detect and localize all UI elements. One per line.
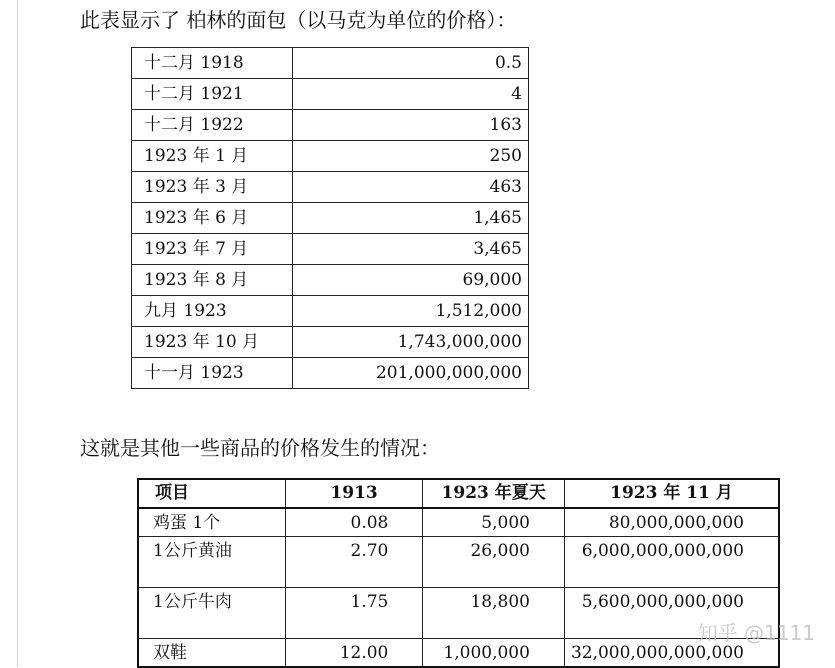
value-nov-1923-cell: 80,000,000,000: [564, 508, 779, 537]
column-header-item: 项目: [138, 479, 285, 508]
zhihu-watermark: 知乎 @1111: [697, 621, 815, 645]
table-row: [132, 296, 529, 327]
price-cell: 250: [293, 141, 529, 172]
price-cell: 4: [293, 79, 529, 110]
value-nov-1923-cell: 32,000,000,000,000: [564, 639, 779, 668]
bread-table-heading: 此表显示了 柏林的面包（以马克为单位的价格）：: [80, 8, 517, 32]
value-summer-1923-cell: 18,800: [423, 588, 565, 639]
date-cell: 十二月 1918: [132, 48, 293, 79]
price-cell: 463: [293, 172, 529, 203]
price-cell: 1,465: [293, 203, 529, 234]
table-row: [138, 508, 779, 537]
table-row: [132, 203, 529, 234]
table-row: [132, 327, 529, 358]
table-row: [132, 48, 529, 79]
price-cell: 3,465: [293, 234, 529, 265]
item-cell: 鸡蛋 1个: [138, 508, 285, 537]
goods-table-heading: 这就是其他一些商品的价格发生的情况：: [80, 436, 440, 460]
table-row: [138, 537, 779, 588]
date-cell: 九月 1923: [132, 296, 293, 327]
value-nov-1923-cell: 5,600,000,000,000: [564, 588, 779, 639]
table-row: [132, 265, 529, 296]
column-header-summer-1923: 1923 年夏天: [423, 479, 565, 508]
column-header-nov-1923: 1923 年 11 月: [564, 479, 779, 508]
table-header-row: [138, 479, 779, 508]
table-row: [132, 141, 529, 172]
value-summer-1923-cell: 26,000: [423, 537, 565, 588]
item-cell: 双鞋: [138, 639, 285, 668]
bread-price-table: [131, 47, 529, 389]
price-cell: 1,743,000,000: [293, 327, 529, 358]
date-cell: 1923 年 6 月: [132, 203, 293, 234]
date-cell: 1923 年 1 月: [132, 141, 293, 172]
date-cell: 1923 年 8 月: [132, 265, 293, 296]
table-row: [132, 79, 529, 110]
value-1913-cell: 0.08: [285, 508, 423, 537]
value-summer-1923-cell: 5,000: [423, 508, 565, 537]
value-summer-1923-cell: 1,000,000: [423, 639, 565, 668]
date-cell: 十一月 1923: [132, 358, 293, 389]
value-1913-cell: 1.75: [285, 588, 423, 639]
table-row: [132, 110, 529, 141]
table-row: [132, 234, 529, 265]
price-cell: 163: [293, 110, 529, 141]
table-row: [132, 358, 529, 389]
goods-price-table: [137, 478, 780, 668]
item-cell: 1公斤黄油: [138, 537, 285, 588]
date-cell: 十二月 1921: [132, 79, 293, 110]
table-row: [138, 588, 779, 639]
price-cell: 69,000: [293, 265, 529, 296]
table-row: [138, 639, 779, 668]
price-cell: 1,512,000: [293, 296, 529, 327]
date-cell: 1923 年 7 月: [132, 234, 293, 265]
table-row: [132, 172, 529, 203]
page-left-border: [17, 0, 18, 667]
date-cell: 十二月 1922: [132, 110, 293, 141]
price-cell: 201,000,000,000: [293, 358, 529, 389]
item-cell: 1公斤牛肉: [138, 588, 285, 639]
column-header-1913: 1913: [285, 479, 423, 508]
value-nov-1923-cell: 6,000,000,000,000: [564, 537, 779, 588]
date-cell: 1923 年 10 月: [132, 327, 293, 358]
value-1913-cell: 2.70: [285, 537, 423, 588]
value-1913-cell: 12.00: [285, 639, 423, 668]
price-cell: 0.5: [293, 48, 529, 79]
date-cell: 1923 年 3 月: [132, 172, 293, 203]
